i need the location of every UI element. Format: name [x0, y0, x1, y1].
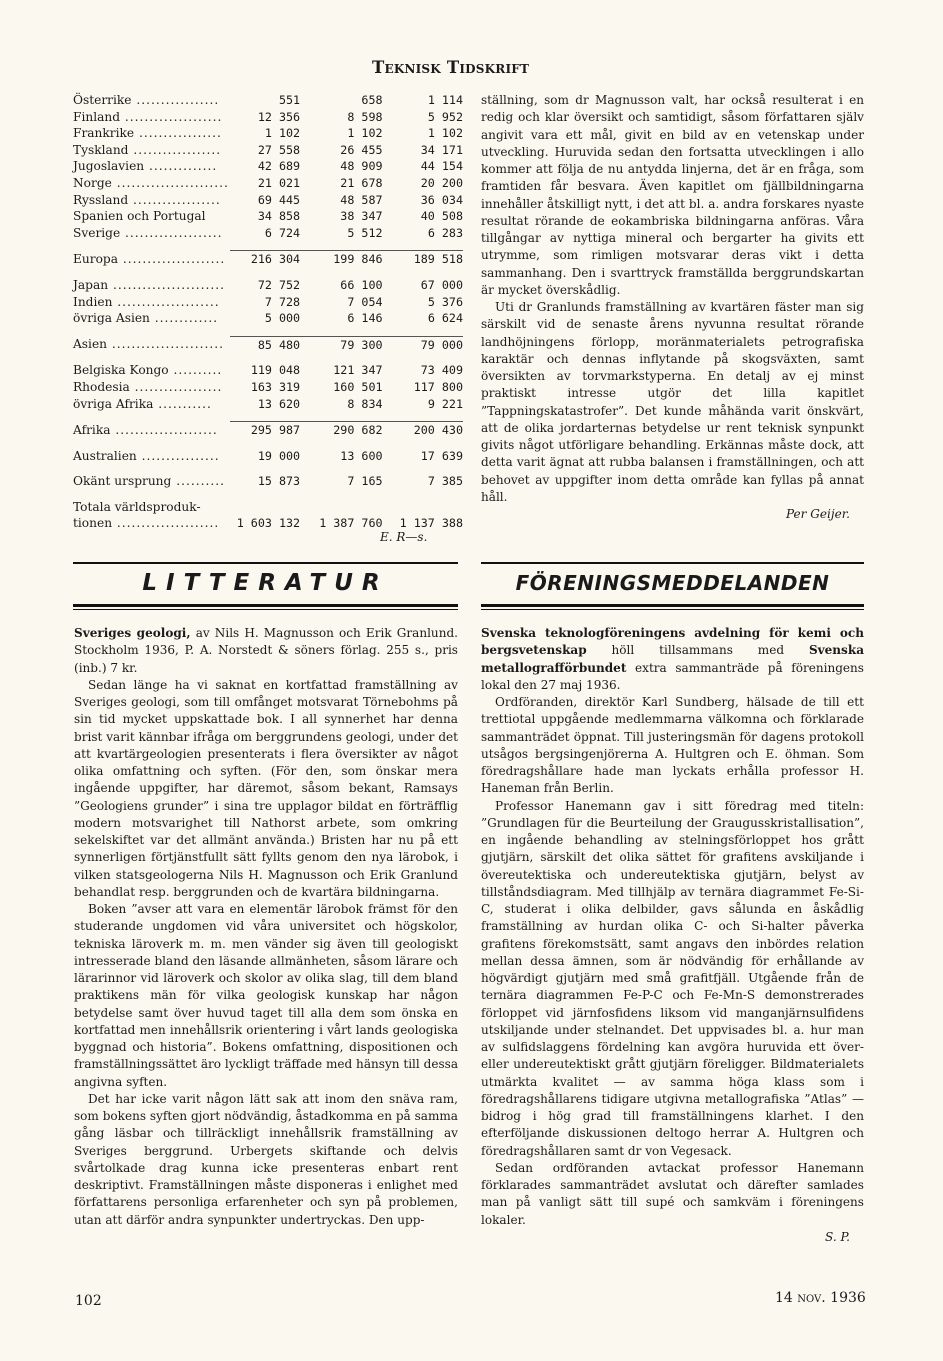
- value-cell: 1 114: [427, 93, 463, 107]
- country-name: Rhodesia: [73, 379, 130, 394]
- meeting-intro: [481, 625, 864, 694]
- value-cell: 27 558: [257, 142, 301, 157]
- value-cell: 17 639: [420, 448, 463, 463]
- value-cell: 48 909: [340, 159, 383, 174]
- review-continuation: [481, 92, 864, 523]
- value-cell: [230, 499, 300, 516]
- header-word-1: Teknisk: [372, 58, 441, 77]
- country-name: Jugoslavien: [73, 159, 145, 174]
- meeting-paragraph: Ordföranden, direktör Karl Sundberg, hälsade de till ett trettiotal uppgående medlemmarna välkomna och förklarade sammanträdet öppnat. Till justeringsmän för dagens protokoll utsågos bergsingenjörerna A. Hultgren och E. öhman. Som föredragshållare hade man lyckats erhålla professor H. Haneman från Berlin.: [481, 695, 864, 796]
- country-cell: [73, 499, 230, 516]
- country-cell: [73, 192, 230, 209]
- table-row: [73, 362, 463, 379]
- table-row: [73, 379, 463, 396]
- value-cell: 200 430: [383, 422, 463, 439]
- value-cell: 199 846: [300, 251, 382, 268]
- leader-dots: ....................: [120, 109, 223, 124]
- value-cell: 13 620: [257, 396, 301, 411]
- country-cell: [73, 109, 230, 126]
- country-name: Asien: [73, 337, 108, 352]
- leader-dots: ..........: [168, 363, 223, 378]
- country-name: Indien: [73, 294, 113, 309]
- value-cell: 42 689: [257, 159, 301, 174]
- value-cell: 7 054: [347, 294, 383, 309]
- table-row: [73, 499, 463, 516]
- table-spacer: [73, 464, 463, 473]
- country-name: Norge: [73, 175, 112, 190]
- country-cell: [73, 158, 230, 175]
- country-cell: [73, 175, 230, 192]
- value-cell: 1 603 132: [236, 516, 301, 531]
- value-cell: 36 034: [420, 192, 463, 207]
- book-title: Sveriges geologi,: [74, 626, 191, 640]
- table-row: [73, 109, 463, 126]
- value-cell: 69 445: [257, 192, 301, 207]
- country-cell: [73, 448, 230, 465]
- leader-dots: ................: [136, 448, 220, 463]
- leader-dots: ..................: [128, 192, 221, 207]
- country-name: Tyskland: [73, 142, 129, 157]
- leader-dots: ..............: [144, 159, 218, 174]
- journal-header: [372, 58, 529, 77]
- book-citation: [74, 625, 458, 677]
- value-cell: 1 387 760: [319, 516, 383, 531]
- section-rule-bottom: [73, 604, 458, 610]
- table-row: [73, 396, 463, 413]
- leader-dots: .......................: [107, 337, 224, 352]
- table-row: [73, 125, 463, 142]
- value-cell: 290 682: [300, 422, 382, 439]
- leader-dots: ....................: [120, 225, 223, 240]
- review-continuation-paragraph-2: Uti dr Granlunds framställning av kvartären fäster man sig särskilt vid de senaste årens nyvunna resultat rörande landhöjningens förlopp, moränmaterialets petrografiska karaktär och dennas inflytande på skogsväxten, samt översikten av torvmarkstyperna. En detalj av ej minst praktiskt intresse utgör det lilla kapitlet ”Tappningskatastrofer”. Det kunde måhända varit önskvärt, att de olika jordarternas betydelse ur rent teknisk synpunkt givits något utförligare behandling. Erkännas måste dock, att detta varit ägnat att rubba balansen i framställningen, och att behovet av uppgifter inom detta område kan fyllas på annat håll.: [481, 300, 864, 504]
- foreningsmeddelanden-heading: FÖRENINGSMEDDELANDEN: [515, 571, 830, 595]
- country-cell: [73, 379, 230, 396]
- country-cell: [73, 92, 230, 109]
- value-cell: 73 409: [420, 363, 463, 378]
- country-name: Europa: [73, 252, 118, 267]
- leader-dots: .....................: [110, 422, 218, 437]
- country-cell: [73, 225, 230, 242]
- value-cell: 66 100: [340, 277, 383, 292]
- value-cell: 7 385: [427, 474, 463, 489]
- litteratur-column: [74, 625, 458, 1229]
- value-cell: 34 171: [420, 142, 463, 157]
- country-cell: [73, 251, 230, 268]
- foreningar-column: [481, 625, 864, 1246]
- table-row: [73, 251, 463, 268]
- review-continuation-paragraph: ställning, som dr Magnusson valt, har också resulterat i en redig och klar översikt och samtidigt, såsom författaren själv angivit vara ett mål, givit en bild av en vetenskap under utveckling. Huruvida sedan den fortsatta utvecklingen i allo kommer att följa de nu antydda linjerna, det är en fråga, som framtiden får besvara. Även kapitlet om fjällbildningarna innehåller åtskilligt nytt, i det att bl. a. andra forskares nyaste resultat rörande de eokambriska bildningarna anföras. Våra tillgångar av nyttiga mineral och bergarter ha givits ett utrymme, som rimligen motsvarar deras vikt i detta sammanhang. Den i svarttryck framställda berggrundskartan är mycket överskådlig.: [481, 93, 864, 297]
- value-cell: 5 952: [427, 109, 463, 124]
- country-name: Okänt ursprung: [73, 474, 172, 489]
- country-name: Belgiska Kongo: [73, 363, 169, 378]
- country-cell: [73, 336, 230, 353]
- leader-dots: .............: [149, 311, 219, 326]
- value-cell: 79 000: [383, 336, 463, 353]
- country-name: Spanien och Portugal: [73, 209, 206, 224]
- value-cell: 5 512: [347, 225, 383, 240]
- country-cell: [73, 125, 230, 142]
- country-cell: [73, 473, 230, 490]
- value-cell: 163 319: [250, 379, 301, 394]
- value-cell: 1 102: [347, 126, 383, 141]
- meeting-paragraph: Professor Hanemann gav i sitt föredrag med titeln: ”Grundlagen für die Beurteilung der Graugusskristallisation”, en ingående behandling av stelningsförloppet hos grått gjutjärn, särskilt det olika sättet för grafitens avskiljande i övereutektiska och undereutektiska gjutjärn, belyst av tillståndsdiagram. Med tillhjälp av ternära diagrammet Fe-Si-C, studerat i olika delbilder, gavs sålunda en åskådlig framställning av hurdan olika C- och Si-halter påverka grafitens förekomstsätt, samt angavs den inbördes relation mellan dessa ämnen, som är nödvändig för erhållande av högvärdigt gjutjärn med små grafitfjäll. Utgående från de ternära diagrammen Fe-P-C och Fe-Mn-S demonstrerades förloppet vid järnfosfidens liksom vid manganjärnsulfidens utskiljande under stelnandet. Det uppvisades bl. a. hur man av sulfidslaggens fördelning kan avgöra huruvida ett över- eller undereutektiskt grått gjutjärn föreligger. Bildmaterialets utmärkta kvalitet — av samma höga klass som i föredragshållarens tidigare utgivna metallografiska ”Atlas” — bidrog i hög grad till framställningens klarhet. I den efterföljande diskussionen deltogo herrar A. Hultgren och föredragshållaren samt dr von Vegesack.: [481, 798, 864, 1158]
- value-cell: 72 752: [257, 277, 301, 292]
- country-name: tionen: [73, 516, 113, 531]
- leader-dots: .......................: [108, 277, 226, 292]
- value-cell: 5 376: [427, 294, 463, 309]
- header-word-2: Tidskrift: [446, 58, 530, 77]
- value-cell: 6 724: [264, 225, 301, 240]
- value-cell: 6 624: [427, 311, 463, 326]
- value-cell: 6 283: [427, 225, 463, 240]
- value-cell: 34 858: [257, 209, 301, 224]
- table-spacer: [73, 490, 463, 499]
- value-cell: 21 021: [257, 175, 301, 190]
- meeting-intro-mid: höll tillsammans med: [586, 643, 809, 658]
- value-cell: 119 048: [250, 363, 301, 378]
- table-row: [73, 142, 463, 159]
- value-cell: 12 356: [257, 109, 301, 124]
- country-name: övriga Asien: [73, 311, 150, 326]
- value-cell: 189 518: [383, 251, 463, 268]
- meeting-paragraph: Sedan ordföranden avtackat professor Hanemann förklarades sammanträdet avslutat och därefter samlades man på vanligt sätt till supé och samkväm i föreningens lokaler.: [481, 1160, 864, 1227]
- country-name: Australien: [73, 448, 137, 463]
- society-name-2: Svenska metallografförbundet: [481, 643, 864, 675]
- value-cell: 85 480: [230, 336, 300, 353]
- leader-dots: .................: [134, 126, 222, 141]
- country-cell: [73, 142, 230, 159]
- production-table: [73, 92, 463, 532]
- table-row: [73, 92, 463, 109]
- leader-dots: .................: [131, 93, 220, 107]
- value-cell: 7 165: [347, 474, 383, 489]
- country-name: Finland: [73, 109, 121, 124]
- table-row: [73, 422, 463, 439]
- table-spacer: [73, 241, 463, 251]
- book-details: av Nils H. Magnusson och Erik Granlund. Stockholm 1936, P. A. Norstedt & söners förlag. 255 s., pris (inb.) 7 kr.: [74, 626, 458, 675]
- value-cell: 21 678: [340, 175, 383, 190]
- value-cell: 6 146: [347, 311, 383, 326]
- litteratur-heading: LITTERATUR: [142, 570, 389, 596]
- value-cell: [383, 499, 463, 516]
- table-row: [73, 277, 463, 294]
- country-cell: [73, 310, 230, 327]
- country-name: Totala världsproduk-: [73, 499, 201, 514]
- country-name: övriga Afrika: [73, 396, 154, 411]
- value-cell: 9 221: [427, 396, 463, 411]
- value-cell: 44 154: [420, 159, 463, 174]
- value-cell: 1 137 388: [399, 516, 463, 531]
- value-cell: 117 800: [413, 379, 463, 394]
- table-row: [73, 310, 463, 327]
- value-cell: 551: [278, 93, 301, 107]
- value-cell: 7 728: [264, 294, 301, 309]
- value-cell: 38 347: [340, 209, 383, 224]
- review-paragraph: Sedan länge ha vi saknat en kortfattad framställning av Sveriges geologi, som till omfånget motsvarat Törnebohms på sin tid mycket uppskattade bok. I all synnerhet har denna brist varit kännbar ifråga om berggrundens geologi, under det att kvartärgeologien presenterats i flera översikter av något olika omfattning och syften. (För den, som önskar mera ingående uppgifter, har däremot, såsom bekant, Ramsays ”Geologiens grunder” i sina tre upplagor bildat en förträfflig modern motsvarighet till Nathorst arbete, som omkring sekelskiftet var det allmänt använda.) Bristen har nu på ett synnerligen förtjänstfullt sätt fyllts genom den nya lärobok, i vilken statsgeologerna Nils H. Magnusson och Erik Granlund behandlat resp. berggrunden och de kvartära bildningarna.: [74, 677, 458, 899]
- table-row: [73, 336, 463, 353]
- value-cell: 5 000: [264, 311, 301, 326]
- value-cell: 26 455: [340, 142, 383, 157]
- value-cell: 1 102: [264, 126, 301, 141]
- country-name: Afrika: [73, 422, 111, 437]
- leader-dots: ..................: [129, 379, 223, 394]
- leader-dots: .....................: [117, 252, 226, 267]
- country-name: Österrike: [73, 93, 132, 107]
- value-cell: 1 102: [427, 126, 463, 141]
- country-name: Frankrike: [73, 126, 135, 141]
- country-cell: [73, 294, 230, 311]
- country-cell: [73, 422, 230, 439]
- table-row: [73, 158, 463, 175]
- table-spacer: [73, 327, 463, 337]
- leader-dots: .......................: [111, 175, 229, 190]
- table-row: [73, 225, 463, 242]
- issue-date: [775, 1290, 866, 1306]
- table-row: [73, 175, 463, 192]
- value-cell: 121 347: [333, 363, 383, 378]
- value-cell: 216 304: [230, 251, 300, 268]
- review-signature: Per Geijer.: [785, 507, 850, 521]
- review-paragraph: Boken ”avser att vara en elementär lärobok främst för den studerande ungdomen vid våra universitet och högskolor, tekniska läroverk m. m. men vänder sig även till geologiskt intresserade bland den läsande allmänheten, såsom lärare och lärarinnor vid läroverk och skolor av olika slag, till dem bland praktikens män för vilka geologisk kunskap har någon betydelse samt över huvud taget till alla dem som önska en kortfattad men innehållsrik orientering i vårt lands geologiska byggnad och historia”. Bokens omfattning, dispositionen och framställningssättet äro lyckligt träffade med hänsyn till dessa angivna syften.: [74, 902, 458, 1089]
- value-cell: 20 200: [420, 175, 463, 190]
- value-cell: 79 300: [300, 336, 382, 353]
- leader-dots: ..................: [128, 142, 222, 157]
- table-spacer: [73, 268, 463, 277]
- leader-dots: ..........: [171, 474, 225, 489]
- country-name: Sverige: [73, 225, 121, 240]
- table-spacer: [73, 412, 463, 422]
- table-row: [73, 473, 463, 490]
- review-paragraph: Det har icke varit någon lätt sak att inom den snäva ram, som bokens syften gjort nödvändig, åstadkomma en på samma gång läsbar och tillräckligt innehållsrik framställning av Sveriges berggrund. Urbergets skiftande och delvis svårtolkade drag kunna icke presenteras enbart rent deskriptivt. Framställningen måste disponeras i enlighet med författarens personliga erfarenheter och syn på problemen, utan att därför andra synpunkter undertryckas. Den upp-: [74, 1091, 458, 1227]
- table-spacer: [73, 353, 463, 362]
- table-spacer: [73, 439, 463, 448]
- issue-date-text: 14 nov. 1936: [775, 1290, 866, 1306]
- country-cell: [73, 208, 230, 225]
- meeting-signature: S. P.: [825, 1229, 850, 1244]
- table-row: [73, 208, 463, 225]
- table-row: [73, 448, 463, 465]
- value-cell: 40 508: [420, 209, 463, 224]
- meeting-intro-rest: extra sammanträde på föreningens lokal den 27 maj 1936.: [481, 660, 864, 692]
- value-cell: 48 587: [340, 192, 383, 207]
- value-cell: 295 987: [230, 422, 300, 439]
- country-cell: [73, 277, 230, 294]
- value-cell: 15 873: [257, 474, 301, 489]
- leader-dots: .....................: [112, 516, 220, 531]
- country-name: Japan: [73, 277, 109, 292]
- leader-dots: .....................: [112, 294, 220, 309]
- table-row: [73, 192, 463, 209]
- leader-dots: ...........: [153, 396, 212, 411]
- section-rule-bottom: [481, 604, 864, 610]
- value-cell: 19 000: [257, 448, 301, 463]
- country-name: Ryssland: [73, 192, 129, 207]
- value-cell: 67 000: [420, 277, 463, 292]
- society-name: Svenska teknologföreningens avdelning för kemi och bergsvetenskap: [481, 626, 864, 658]
- value-cell: 160 501: [333, 379, 383, 394]
- value-cell: 8 598: [347, 109, 383, 124]
- value-cell: 8 834: [347, 396, 383, 411]
- country-cell: [73, 362, 230, 379]
- value-cell: 13 600: [340, 448, 383, 463]
- country-cell: [73, 396, 230, 413]
- value-cell: [300, 499, 382, 516]
- table-source: E. R—s.: [380, 530, 428, 544]
- page-number: 102: [75, 1293, 102, 1309]
- country-cell: [73, 515, 230, 532]
- value-cell: 658: [361, 93, 383, 107]
- table-row: [73, 294, 463, 311]
